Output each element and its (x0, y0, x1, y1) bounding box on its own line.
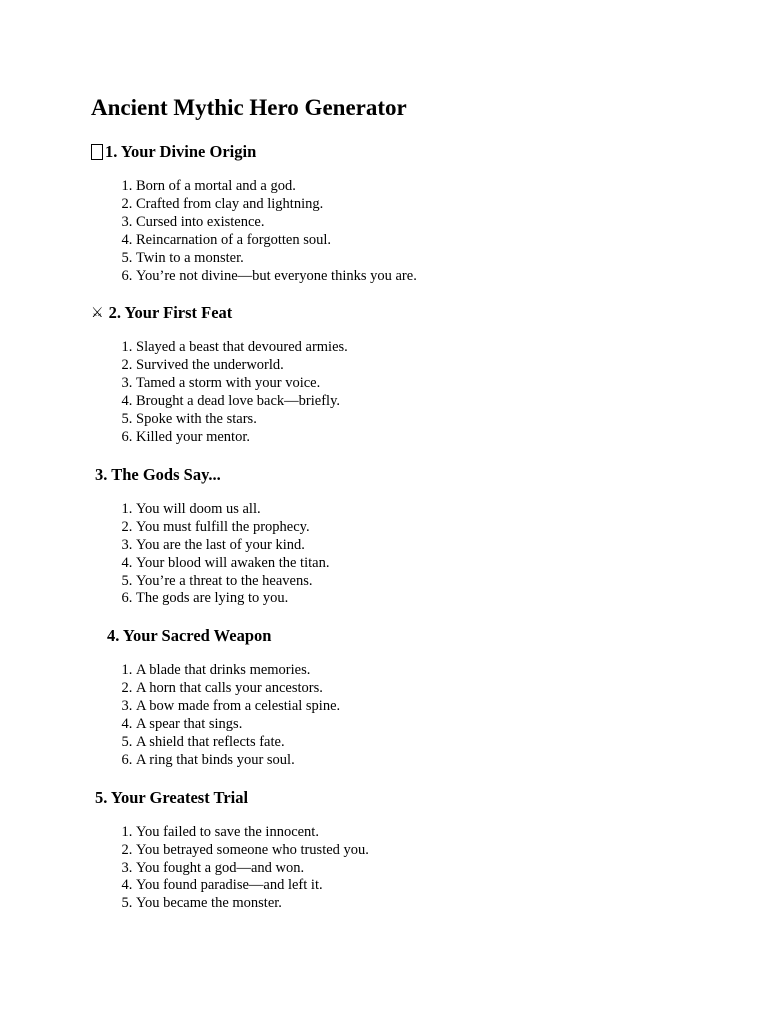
list-item: 6. The gods are lying to you. (136, 590, 688, 608)
section-greatest-trial (91, 788, 688, 914)
document-title: Ancient Mythic Hero Generator (91, 95, 407, 120)
list-item: 1. You failed to save the innocent. (136, 824, 688, 842)
section-first-feat (91, 303, 688, 446)
list-item: 5. Twin to a monster. (136, 250, 688, 268)
list-item: 2. Survived the underworld. (136, 357, 688, 375)
list-item: 3. Cursed into existence. (136, 214, 688, 232)
item-list (91, 178, 688, 285)
list-item: 4. You found paradise—and left it. (136, 877, 688, 895)
list-item: 5. A shield that reflects fate. (136, 734, 688, 752)
item-list (91, 662, 688, 769)
list-item: 2. You betrayed someone who trusted you. (136, 842, 688, 860)
list-item: 2. Crafted from clay and lightning. (136, 196, 688, 214)
list-item: 3. A bow made from a celestial spine. (136, 698, 688, 716)
section-heading (91, 626, 688, 646)
list-item: 1. Slayed a beast that devoured armies. (136, 339, 688, 357)
list-item: 4. Reincarnation of a forgotten soul. (136, 232, 688, 250)
blank-box-icon (91, 144, 103, 160)
section-heading (91, 303, 688, 323)
list-item: 3. You are the last of your kind. (136, 537, 688, 555)
list-item: 1. Born of a mortal and a god. (136, 178, 688, 196)
section-sacred-weapon (91, 626, 688, 769)
list-item: 4. A spear that sings. (136, 716, 688, 734)
section-gods-say (91, 465, 688, 608)
item-list (91, 339, 688, 446)
section-heading-text: 4. Your Sacred Weapon (107, 626, 272, 646)
section-heading (91, 465, 688, 485)
list-item: 4. Brought a dead love back—briefly. (136, 393, 688, 411)
section-heading-text: 1. Your Divine Origin (105, 142, 257, 161)
list-item: 6. A ring that binds your soul. (136, 752, 688, 770)
list-item: 2. You must fulfill the prophecy. (136, 519, 688, 537)
section-divine-origin (91, 142, 688, 285)
item-list (91, 501, 688, 608)
list-item: 6. Killed your mentor. (136, 429, 688, 447)
list-item: 2. A horn that calls your ancestors. (136, 680, 688, 698)
list-item: 4. Your blood will awaken the titan. (136, 555, 688, 573)
section-heading (91, 788, 688, 808)
section-heading-text: 5. Your Greatest Trial (95, 787, 249, 807)
list-item: 5. You’re a threat to the heavens. (136, 573, 688, 591)
list-item: 3. You fought a god—and won. (136, 860, 688, 878)
list-item: 6. You’re not divine—but everyone thinks you are. (136, 268, 688, 286)
crossed-swords-icon: ⚔ (91, 305, 104, 322)
item-list (91, 824, 688, 914)
section-heading-text: 2. Your First Feat (108, 303, 233, 323)
list-item: 1. A blade that drinks memories. (136, 662, 688, 680)
list-item: 1. You will doom us all. (136, 501, 688, 519)
list-item: 3. Tamed a storm with your voice. (136, 375, 688, 393)
section-heading-text: 3. The Gods Say... (95, 464, 221, 484)
list-item: 5. Spoke with the stars. (136, 411, 688, 429)
section-heading (91, 142, 688, 162)
list-item: 5. You became the monster. (136, 895, 688, 913)
